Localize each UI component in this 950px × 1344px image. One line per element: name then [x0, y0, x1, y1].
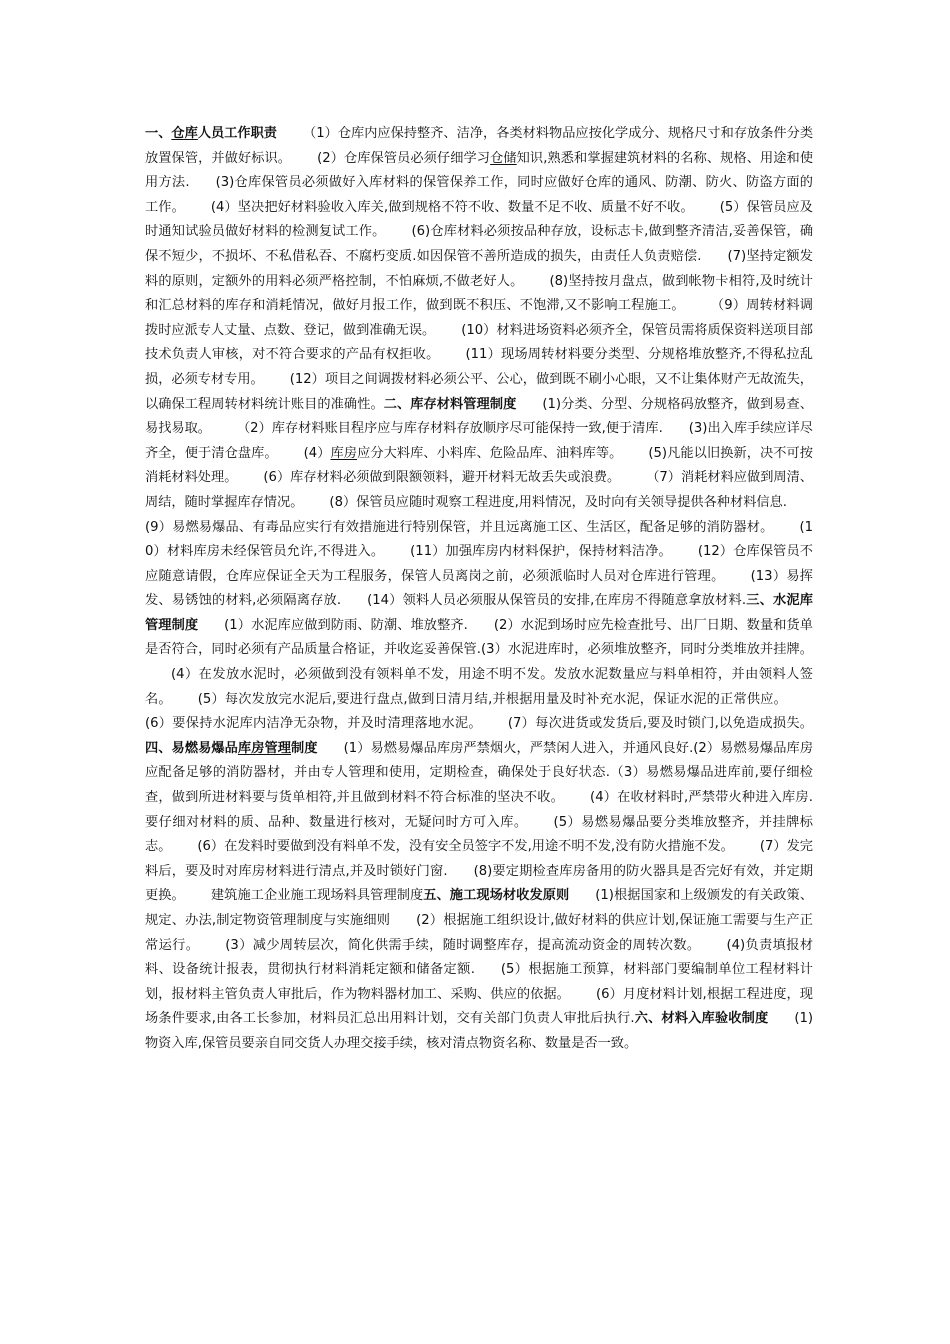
body-text: (4）在收材料时,严禁带火种进入库房.要仔细对材料的质、品种、数量进行核对，无疑问时方可入库。 [145, 790, 813, 830]
body-text: 建筑施工企业施工现场料具管理制度 [210, 888, 424, 904]
body-text: (9）易燃易爆品、有毒品应实行有效措施进行特别保管，并且远离施工区、生活区，配备足够的消防器材。 [145, 519, 774, 535]
body-text: (1)根据国家和上级颁发的有关政策、规定、办法,制定物资管理制度与实施细则 [145, 888, 814, 928]
body-text: (8)要定期检查库房备用的防火器具是否完好有效，并定期更换。 [145, 863, 813, 904]
document-body [145, 122, 813, 1057]
body-text: (4)负责填报材料、设备统计报表，贯彻执行材料消耗定额和储备定额. [145, 937, 813, 978]
body-text: (3)出入库手续应详尽齐全，便于清仓盘库。 [145, 421, 813, 461]
body-text: (5）易燃易爆品要分类堆放整齐，并挂牌标志。 [145, 814, 813, 855]
body-text: (5）每次发放完水泥后,要进行盘点,做到日清月结,并根据用量及时补充水泥，保证水泥的正常供应。 [197, 691, 788, 707]
body-text: (11）加强库房内材料保护，保持材料洁净。 [410, 544, 672, 560]
body-text: (10）材料进场资料必须齐全，保管员需将质保资料送项目部技术负责人审核，对不符合要求的产品有权拒收。 [145, 322, 813, 363]
body-text: (7）每次进货或发货后,要及时锁门,以免造成损失。 [507, 716, 813, 732]
body-text: (2）易燃易爆品库房应配备足够的消防器材，并由专人管理和使用，定期检查，确保处于良好状态. [145, 740, 814, 781]
body-text: (6）要保持水泥库内洁净无杂物，并及时清理落地水泥。 [145, 716, 482, 732]
section-heading-text: 二、库存材料管理制度 [383, 396, 517, 412]
body-text: (1)物资入库,保管员要亲自同交货人办理交接手续，核对清点物资名称、数量是否一致。 [145, 1011, 813, 1051]
section-heading-text: 制度 [291, 740, 318, 756]
body-text: （1）仓库内应保持整齐、洁净，各类材料物品应按化学成分、规格尺寸和存放条件分类放置保管，并做好标识。 [145, 126, 814, 166]
section-heading-text: 五、施工现场材收发原则 [423, 888, 570, 904]
body-text: (5）保管员应及时通知试验员做好材料的检测复试工作。 [145, 199, 813, 240]
body-text: (6）月度材料计划,根据工程进度，现场条件要求,由各工长参加，材料员汇总出用料计划，交有关部门负责人审批后执行. [145, 986, 813, 1027]
section-heading-text: 库房管理 [237, 740, 292, 756]
body-text: 知识,熟悉和掌握建筑材料的名称、规格、用途和使用方法. [145, 150, 814, 191]
body-text: (6）在发料时要做到没有料单不发，没有安全员签字不发,用途不明不发,没有防火措施不发。 [197, 839, 734, 855]
body-text: (12）仓库保管员不应随意请假，仓库应保证全天为工程服务，保管人员离岗之前，必须派临时人员对仓库进行管理。 [145, 544, 813, 584]
body-text: (3）水泥进库时，必须堆放整齐，同时分类堆放并挂牌。 [480, 642, 813, 658]
body-text: (14）领料人员必须服从保管员的安排,在库房不得随意拿放材料. [367, 593, 747, 609]
body-text: (2）水泥到场时应先检查批号、出厂日期、数量和货单是否符合，同时必须有产品质量合格证，并收迄妥善保管. [145, 617, 813, 658]
body-text: (8）保管员应随时观察工程进度,用料情况，及时向有关领导提供各种材料信息. [329, 494, 788, 510]
body-text: (1）水泥库应做到防雨、防潮、堆放整齐. [224, 617, 468, 633]
body-text: (10）材料库房未经保管员允许,不得进入。 [145, 519, 813, 560]
body-text: （3）易燃易爆品进库前,要仔细检查，做到所进材料要与货单相符,并且做到材料不符合标准的坚决不收。 [145, 765, 813, 806]
body-text: (2）仓库保管员必须仔细学习 [317, 150, 491, 166]
section-heading-text: 三、水泥库管理制度 [145, 593, 813, 633]
body-text: (3）减少周转层次，简化供需手续，随时调整库存，提高流动资金的周转次数。 [225, 937, 701, 953]
body-text: (6）库存材料必须做到限额领料，避开材料无故丢失或浪费。 [263, 470, 621, 486]
body-text: (4）坚决把好材料验收入库关,做到规格不符不收、数量不足不收、质量不好不收。 [210, 199, 694, 215]
body-text: (4） [303, 445, 331, 461]
body-text: (8)坚持按月盘点，做到帐物卡相符,及时统计和汇总材料的库存和消耗情况，做好月报工作，做到既不积压、不饱滞,又不影响工程施工。 [145, 273, 813, 314]
body-text: (3)仓库保管员必须做好入库材料的保管保养工作，同时应做好仓库的通风、防潮、防火、防盗方面的工作。 [145, 175, 813, 215]
section-heading-text: 六、材料入库验收制度 [634, 1011, 769, 1027]
body-text: (7）发完料后，要及时对库房材料进行清点,并及时锁好门窗. [145, 839, 813, 879]
body-text: (11）现场周转材料要分类型、分规格堆放整齐,不得私拉乱损，必须专材专用。 [145, 347, 813, 387]
section-heading-text: 人员工作职责 [197, 126, 278, 141]
body-text: (6)仓库材料必须按品种存放，设标志卡,做到整齐清洁,妥善保管，确保不短少，不损坏、不私借私吞、不腐朽变质.如因保管不善所造成的损失，由责任人负责赔偿. [145, 224, 814, 264]
body-text: 仓储 [490, 150, 517, 166]
body-text: (2）根据施工组织设计,做好材料的供应计划,保证施工需要与生产正常运行。 [145, 913, 813, 953]
body-text: (12）项目之间调拨材料必须公平、公心，做到既不刷小心眼，又不让集体财产无故流失，以确保工程周转材料统计账目的准确性。 [145, 371, 813, 412]
body-text: （2）库存材料账目程序应与库存材料存放顺序尽可能保持一致,便于清库. [236, 421, 663, 437]
body-text: （9）周转材料调拨时应派专人丈量、点数、登记，做到准确无误。 [145, 298, 813, 338]
body-text: 应分大料库、小料库、危险品库、油料库等。 [357, 445, 623, 461]
section-heading-text: 四、易燃易爆品 [145, 740, 238, 756]
body-text: (7)坚持定额发料的原则，定额外的用料必须严格控制，不怕麻烦,不做老好人。 [145, 248, 813, 289]
body-text: (5)凡能以旧换新，决不可按消耗材料处理。 [145, 445, 813, 486]
body-text: (4）在发放水泥时，必须做到没有领料单不发，用途不明不发。发放水泥数量应与料单相符，并由领料人签名。 [145, 667, 813, 707]
body-text: (1)分类、分型、分规格码放整齐，做到易查、易找易取。 [145, 396, 813, 437]
body-text: (13）易挥发、易锈蚀的材料,必须隔离存放. [145, 568, 813, 609]
body-text: (1）易燃易爆品库房严禁烟火，严禁闲人进入，并通风良好. [343, 740, 694, 756]
body-text: 库房 [330, 445, 358, 461]
body-text: (5）根据施工预算，材料部门要编制单位工程材料计划，报材料主管负责人审批后，作为物料器材加工、采购、供应的依据。 [145, 962, 813, 1002]
body-text: （7）消耗材料应做到周清、周结，随时掌握库存情况。 [145, 470, 813, 510]
section-heading-text: 一、 [145, 126, 172, 141]
section-heading-text: 仓库 [171, 126, 198, 141]
